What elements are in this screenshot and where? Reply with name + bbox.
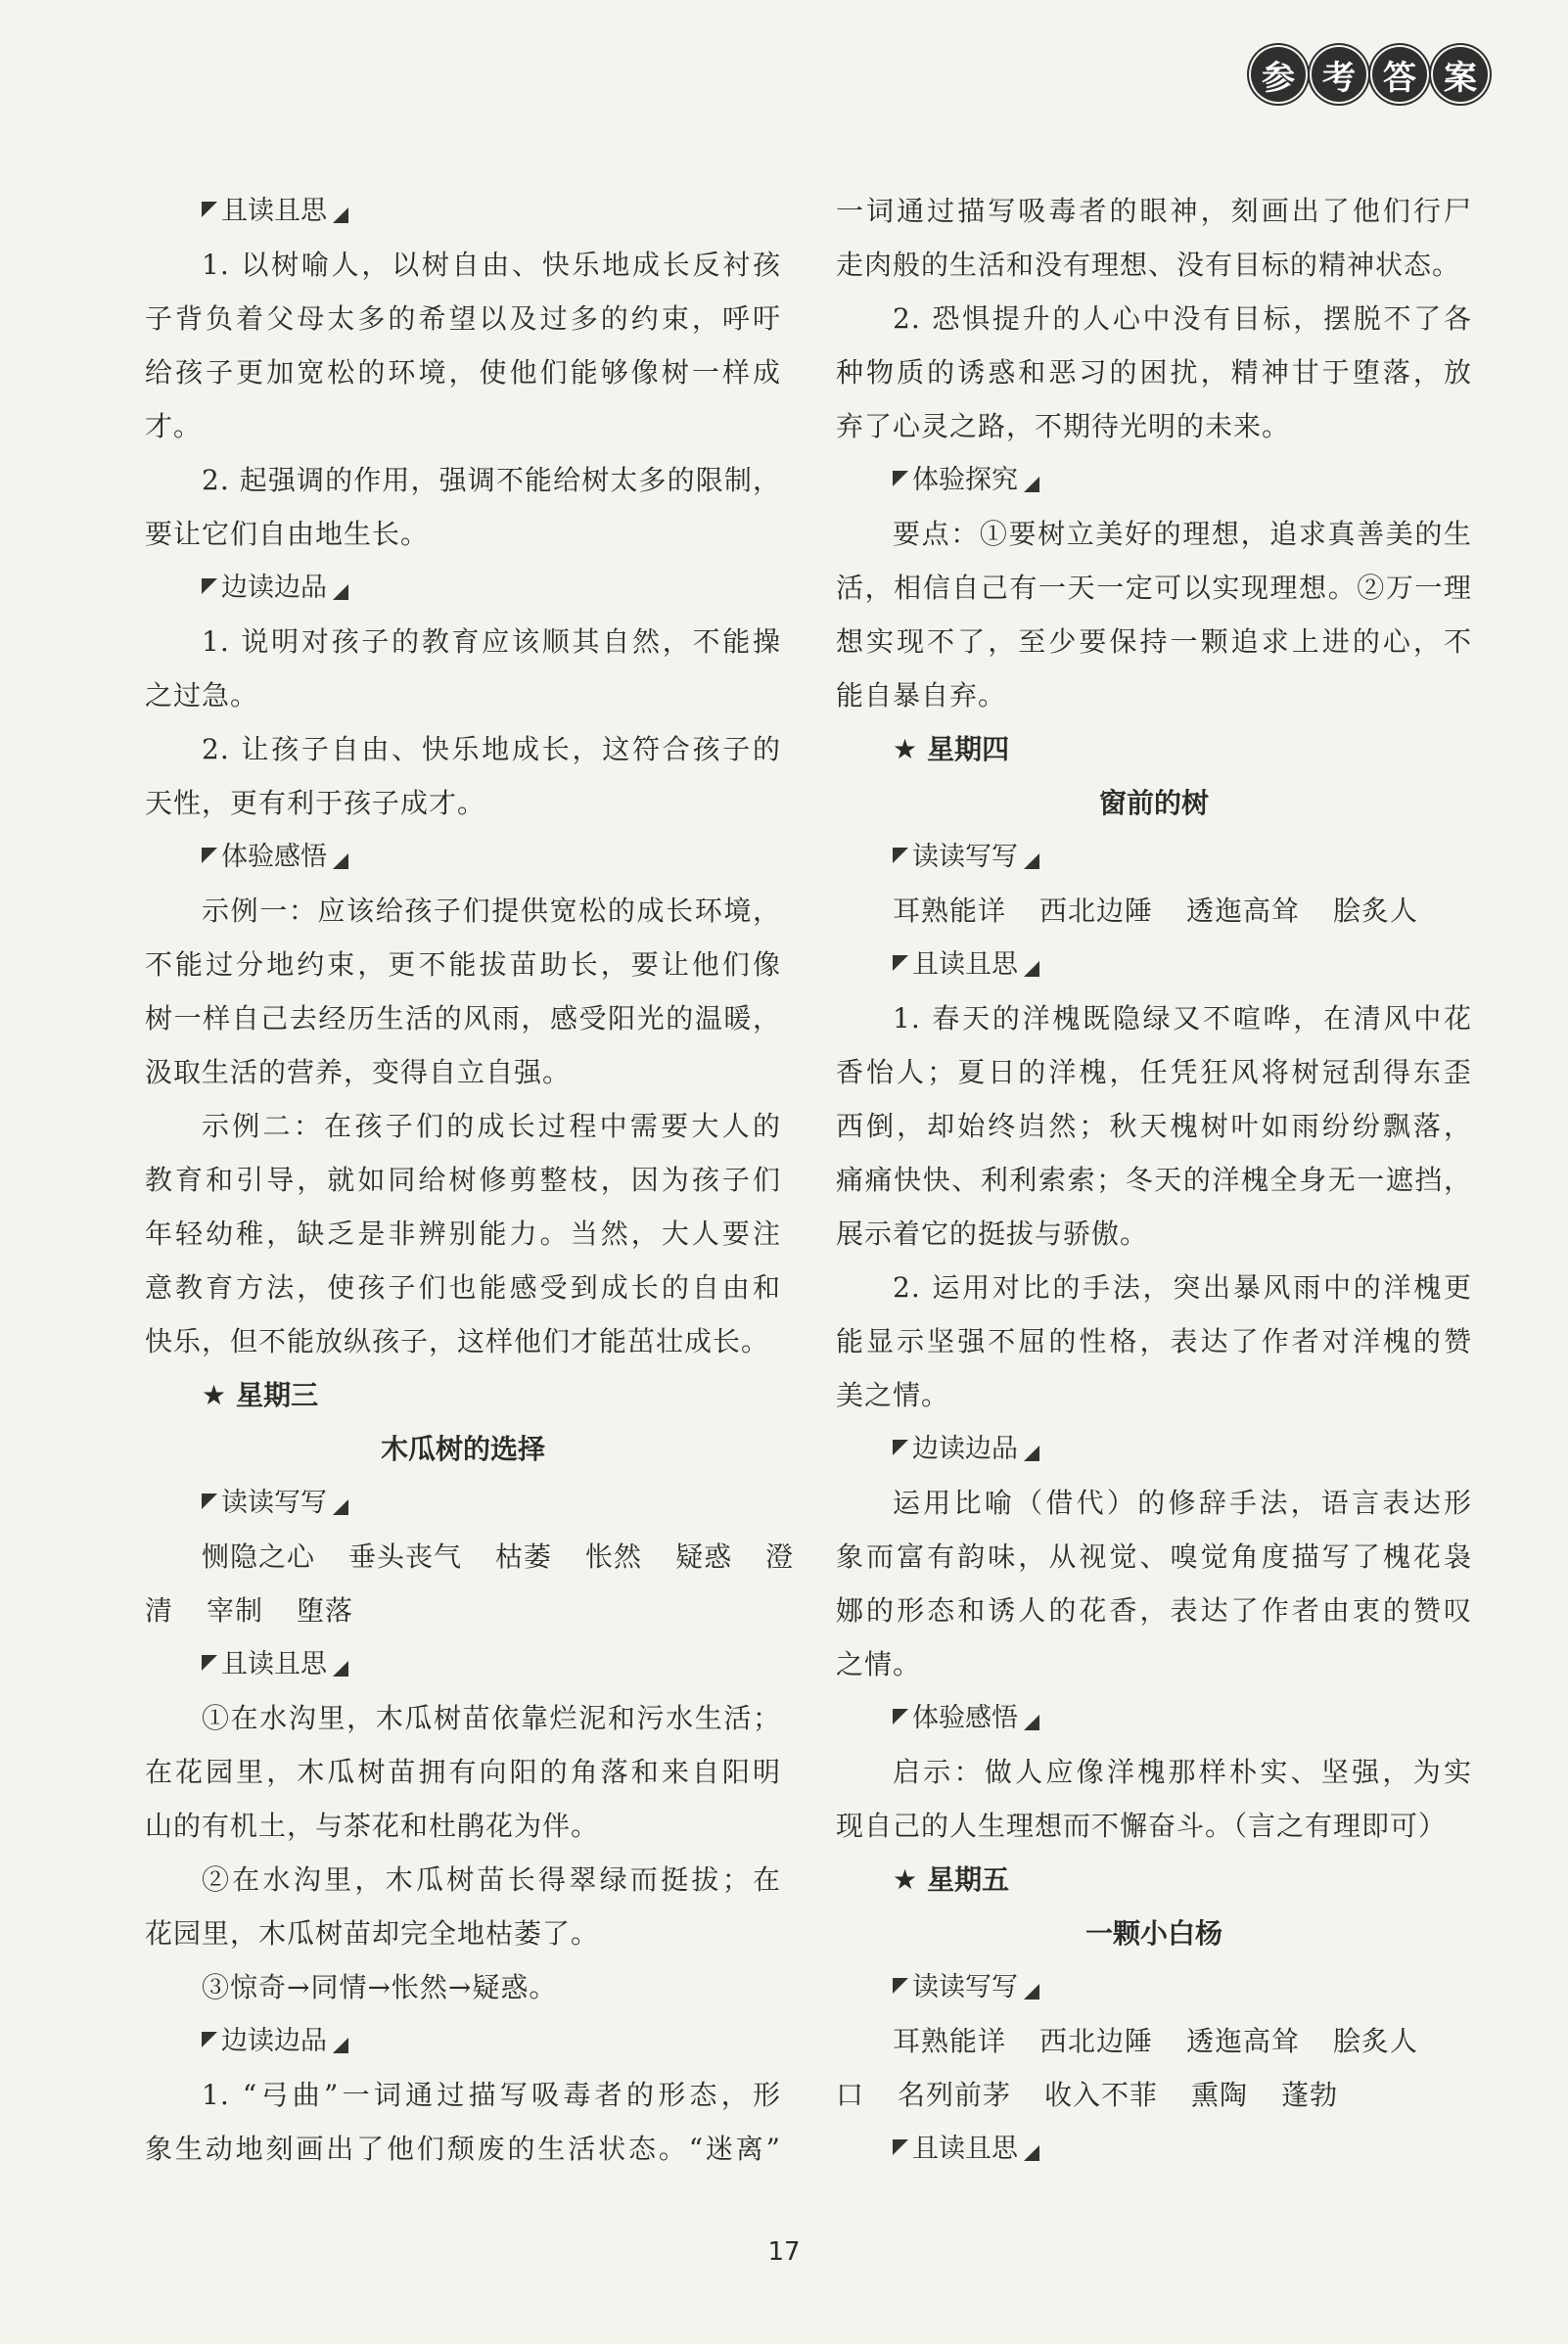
text-line: 美之情。 — [836, 1379, 950, 1411]
text-line: 示例一：应该给孩子们提供宽松的成长环境， — [202, 895, 781, 927]
section-heading: 读读写写 — [145, 1476, 781, 1530]
section-heading: 体验探究 — [836, 453, 1472, 507]
section-heading: 读读写写 — [836, 830, 1472, 884]
text-line: 2. 恐惧提升的人心中没有目标，摆脱不了各 — [893, 302, 1472, 335]
vocab-word: 堕落 — [297, 1594, 354, 1627]
vocab-word: 澄 — [765, 1540, 795, 1573]
corner-mark-icon — [202, 848, 217, 863]
day-heading: ★ 星期五 — [893, 1863, 1010, 1896]
text-line: 要点：①要树立美好的理想，追求真善美的生 — [893, 518, 1472, 550]
vocab-line — [836, 884, 1472, 938]
text-line: 在花园里，木瓜树苗拥有向阳的角落和来自阳明 — [145, 1756, 781, 1788]
corner-mark-icon — [333, 584, 348, 600]
text-line: 给孩子更加宽松的环境，使他们能够像树一样成 — [145, 356, 781, 389]
article-title: 木瓜树的选择 — [380, 1433, 545, 1465]
text-line: 树一样自己去经历生活的风雨，感受阳光的温暖， — [145, 1002, 781, 1034]
text-line: 不能过分地约束，更不能拔苗助长，要让他们像 — [145, 948, 781, 981]
corner-mark-icon — [1024, 477, 1039, 492]
answer-key-badge — [1251, 47, 1488, 102]
text-line: 意教育方法，使孩子们也能感受到成长的自由和 — [145, 1271, 781, 1304]
corner-mark-icon — [202, 578, 217, 594]
text-line: 现自己的人生理想而不懈奋斗。（言之有理即可） — [836, 1810, 1448, 1842]
text-line: 种物质的诱惑和恶习的困扰，精神甘于堕落，放 — [836, 356, 1472, 389]
text-line: 花园里，木瓜树苗却完全地枯萎了。 — [145, 1917, 600, 1950]
text-line: 想实现不了，至少要保持一颗追求上进的心，不 — [836, 625, 1472, 658]
vocab-line — [836, 2068, 1472, 2122]
corner-mark-icon — [202, 2032, 217, 2047]
star-icon: ★ — [202, 1379, 227, 1411]
page-number: 17 — [767, 2237, 801, 2267]
star-icon: ★ — [893, 733, 918, 765]
vocab-word: 西北边陲 — [1039, 895, 1154, 927]
text-line: 象生动地刻画出了他们颓废的生活状态。“迷离” — [145, 2133, 781, 2165]
corner-mark-icon — [333, 207, 348, 223]
corner-mark-icon — [893, 1709, 908, 1724]
vocab-word: 透迤高耸 — [1186, 895, 1301, 927]
text-line: 痛痛快快、利利索索；冬天的洋槐全身无一遮挡， — [836, 1164, 1472, 1196]
star-icon: ★ — [893, 1863, 918, 1896]
text-line: 活，相信自己有一天一定可以实现理想。②万一理 — [836, 572, 1472, 604]
left-column — [145, 184, 795, 2176]
corner-mark-icon — [1024, 2145, 1039, 2161]
corner-mark-icon — [333, 2038, 348, 2053]
corner-mark-icon — [1024, 1446, 1039, 1461]
corner-mark-icon — [893, 1978, 908, 1994]
text-line: ②在水沟里，木瓜树苗长得翠绿而挺拔；在 — [202, 1863, 781, 1896]
section-heading: 且读且思 — [145, 1637, 781, 1691]
vocab-word: 恻隐之心 — [202, 1540, 316, 1573]
text-line: 1. 说明对孩子的教育应该顺其自然，不能操 — [202, 625, 781, 658]
text-line: ③惊奇→同情→怅然→疑惑。 — [202, 1971, 558, 2003]
text-line: 弃了心灵之路，不期待光明的未来。 — [836, 410, 1291, 442]
corner-mark-icon — [893, 848, 908, 863]
badge-char: 答 — [1372, 47, 1427, 102]
text-line: 要让它们自由地生长。 — [145, 518, 430, 550]
vocab-word: 耳熟能详 — [893, 2025, 1007, 2057]
text-line: 1. “弓曲”一词通过描写吸毒者的形态，形 — [202, 2079, 781, 2111]
corner-mark-icon — [893, 1440, 908, 1455]
corner-mark-icon — [1024, 961, 1039, 977]
vocab-line — [145, 1584, 781, 1637]
text-line: 天性，更有利于孩子成才。 — [145, 787, 486, 819]
corner-mark-icon — [202, 202, 217, 217]
text-line: 1. 以树喻人，以树自由、快乐地成长反衬孩 — [202, 249, 781, 281]
text-line: 2. 让孩子自由、快乐地成长，这符合孩子的 — [202, 733, 781, 765]
vocab-word: 收入不菲 — [1044, 2079, 1159, 2111]
section-heading: 边读边品 — [145, 561, 781, 615]
day-heading: ★ 星期三 — [202, 1379, 319, 1411]
corner-mark-icon — [1024, 1984, 1039, 1999]
vocab-word: 宰制 — [207, 1594, 264, 1627]
corner-mark-icon — [1024, 853, 1039, 869]
vocab-word: 疑惑 — [675, 1540, 733, 1573]
vocab-word: 透迤高耸 — [1186, 2025, 1301, 2057]
corner-mark-icon — [333, 853, 348, 869]
vocab-word: 脍炙人 — [1333, 2025, 1419, 2057]
right-column — [836, 184, 1472, 2176]
article-title: 一颗小白杨 — [1084, 1917, 1222, 1950]
vocab-word: 口 — [836, 2079, 865, 2111]
day-heading: ★ 星期四 — [893, 733, 1010, 765]
vocab-word: 脍炙人 — [1333, 895, 1419, 927]
text-line: 之过急。 — [145, 679, 259, 712]
text-line: 西倒，却始终岿然；秋天槐树叶如雨纷纷飘落， — [836, 1110, 1472, 1142]
text-line: 展示着它的挺拔与骄傲。 — [836, 1218, 1149, 1250]
corner-mark-icon — [333, 1499, 348, 1515]
text-line: 年轻幼稚，缺乏是非辨别能力。当然，大人要注 — [145, 1218, 781, 1250]
text-line: 走肉般的生活和没有理想、没有目标的精神状态。 — [836, 249, 1461, 281]
section-heading: 边读边品 — [836, 1422, 1472, 1476]
section-heading: 且读且思 — [145, 184, 781, 238]
section-heading: 读读写写 — [836, 1960, 1472, 2014]
corner-mark-icon — [893, 955, 908, 971]
text-line: 才。 — [145, 410, 203, 442]
text-line: 示例二：在孩子们的成长过程中需要大人的 — [202, 1110, 781, 1142]
section-heading: 体验感悟 — [836, 1691, 1472, 1745]
badge-char: 考 — [1312, 47, 1366, 102]
section-heading: 且读且思 — [836, 938, 1472, 991]
corner-mark-icon — [893, 2139, 908, 2155]
vocab-line — [145, 1530, 795, 1584]
vocab-word: 耳熟能详 — [893, 895, 1007, 927]
section-heading: 边读边品 — [145, 2014, 781, 2068]
text-line: 1. 春天的洋槐既隐绿又不喧哗，在清风中花 — [893, 1002, 1472, 1034]
text-line: 一词通过描写吸毒者的眼神，刻画出了他们行尸 — [836, 195, 1472, 227]
corner-mark-icon — [1024, 1715, 1039, 1730]
text-line: 之情。 — [836, 1648, 922, 1680]
text-line: 快乐，但不能放纵孩子，这样他们才能茁壮成长。 — [145, 1325, 770, 1357]
text-line: 运用比喻（借代）的修辞手法，语言表达形 — [893, 1487, 1472, 1519]
corner-mark-icon — [202, 1494, 217, 1509]
text-line: 子背负着父母太多的希望以及过多的约束，呼吁 — [145, 302, 781, 335]
text-line: 娜的形态和诱人的花香，表达了作者由衷的赞叹 — [836, 1594, 1472, 1627]
text-line: ①在水沟里，木瓜树苗依靠烂泥和污水生活； — [202, 1702, 781, 1734]
vocab-word: 蓬勃 — [1281, 2079, 1339, 2111]
text-line: 2. 运用对比的手法，突出暴风雨中的洋槐更 — [893, 1271, 1472, 1304]
text-line: 汲取生活的营养，变得自立自强。 — [145, 1056, 572, 1088]
vocab-word: 垂头丧气 — [348, 1540, 463, 1573]
text-line: 香怡人；夏日的洋槐，任凭狂风将树冠刮得东歪 — [836, 1056, 1472, 1088]
text-line: 山的有机土，与茶花和杜鹃花为伴。 — [145, 1810, 600, 1842]
text-line: 教育和引导，就如同给树修剪整枝，因为孩子们 — [145, 1164, 781, 1196]
vocab-word: 怅然 — [585, 1540, 643, 1573]
vocab-word: 西北边陲 — [1039, 2025, 1154, 2057]
section-heading: 体验感悟 — [145, 830, 781, 884]
section-heading: 且读且思 — [836, 2122, 1472, 2176]
text-line: 启示：做人应像洋槐那样朴实、坚强，为实 — [893, 1756, 1472, 1788]
text-line: 象而富有韵味，从视觉、嗅觉角度描写了槐花袅 — [836, 1540, 1472, 1573]
badge-char: 参 — [1251, 47, 1306, 102]
corner-mark-icon — [893, 471, 908, 486]
vocab-word: 熏陶 — [1191, 2079, 1249, 2111]
vocab-line — [836, 2014, 1472, 2068]
text-line: 能自暴自弃。 — [836, 679, 1007, 712]
vocab-word: 清 — [145, 1594, 174, 1627]
vocab-word: 名列前茅 — [898, 2079, 1012, 2111]
vocab-word: 枯萎 — [495, 1540, 553, 1573]
corner-mark-icon — [333, 1661, 348, 1677]
badge-char: 案 — [1433, 47, 1488, 102]
article-title: 窗前的树 — [1098, 787, 1209, 819]
text-line: 能显示坚强不屈的性格，表达了作者对洋槐的赞 — [836, 1325, 1472, 1357]
text-line: 2. 起强调的作用，强调不能给树太多的限制， — [202, 464, 781, 496]
corner-mark-icon — [202, 1655, 217, 1671]
